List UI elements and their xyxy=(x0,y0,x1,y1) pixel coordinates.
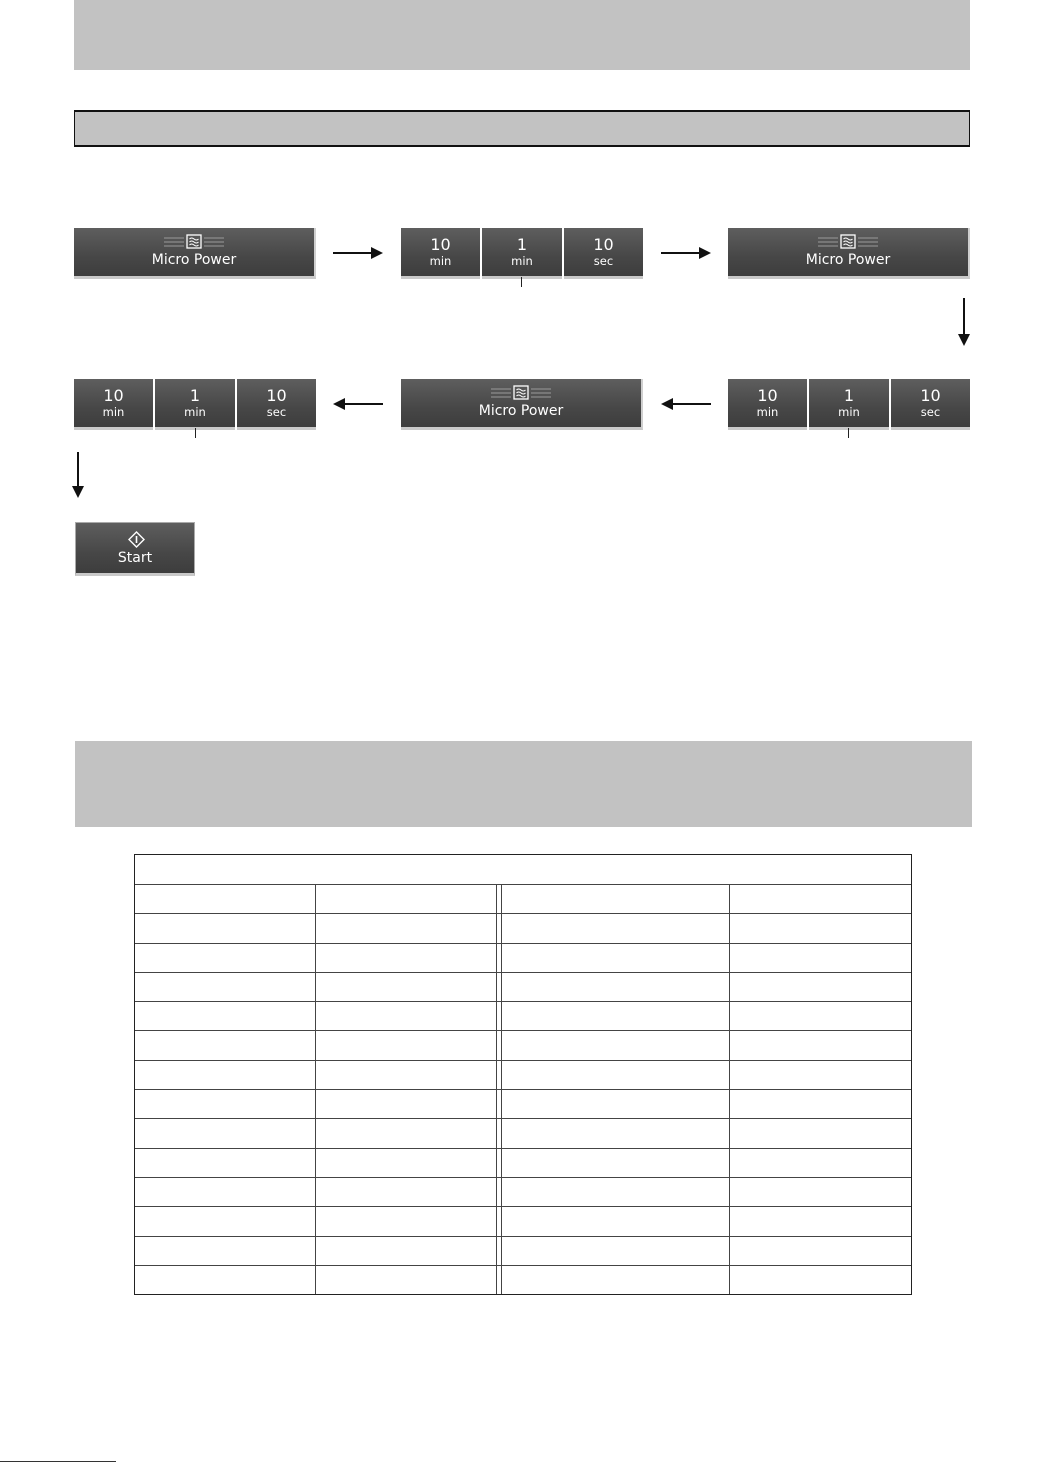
arrow-icon xyxy=(661,397,711,411)
table-row-line xyxy=(135,1177,911,1178)
table-row-line xyxy=(135,1001,911,1002)
time-buttons-2 xyxy=(728,379,970,430)
table-row-line xyxy=(135,1265,911,1266)
one-min-button[interactable] xyxy=(155,379,235,430)
table-row-line xyxy=(135,1060,911,1061)
ten-min-button[interactable] xyxy=(401,228,480,279)
start-label: Start xyxy=(117,550,153,566)
micro-power-button-2[interactable] xyxy=(728,228,970,279)
arrow-icon xyxy=(333,397,383,411)
arrow-icon xyxy=(957,298,971,348)
table-row-line xyxy=(135,1236,911,1237)
time-buttons-1 xyxy=(401,228,643,279)
table-row-line xyxy=(135,1030,911,1031)
ten-sec-unit: sec xyxy=(266,405,287,419)
arrow-icon xyxy=(661,246,711,260)
ten-sec-button[interactable] xyxy=(891,379,970,430)
table-row-line xyxy=(135,943,911,944)
ten-sec-button[interactable] xyxy=(237,379,316,430)
table-row-line xyxy=(135,972,911,973)
one-min-number: 1 xyxy=(843,386,855,405)
micro-power-label: Micro Power xyxy=(478,403,564,419)
table-row-line xyxy=(135,884,911,885)
table-row-line xyxy=(135,1206,911,1207)
pointer-line xyxy=(848,428,849,438)
ten-min-button[interactable] xyxy=(728,379,807,430)
ten-min-number: 10 xyxy=(757,386,778,405)
one-min-button[interactable] xyxy=(809,379,889,430)
header-band xyxy=(74,0,970,70)
ten-sec-unit: sec xyxy=(593,254,614,268)
time-buttons-3 xyxy=(74,379,316,430)
table-col-line xyxy=(729,884,730,1294)
ten-sec-button[interactable] xyxy=(564,228,643,279)
arrow-icon xyxy=(333,246,383,260)
one-min-unit: min xyxy=(838,405,860,419)
table-col-line xyxy=(496,884,497,1294)
one-min-number: 1 xyxy=(516,235,528,254)
section-title-bar xyxy=(74,110,970,147)
ten-sec-unit: sec xyxy=(920,405,941,419)
pointer-line xyxy=(195,428,196,438)
section-band xyxy=(75,741,972,827)
microwave-wave-icon xyxy=(491,385,551,403)
micro-power-label: Micro Power xyxy=(151,252,237,268)
table-row-line xyxy=(135,1118,911,1119)
table-col-line xyxy=(315,884,316,1294)
micro-power-button-3[interactable] xyxy=(401,379,643,430)
one-min-number: 1 xyxy=(189,386,201,405)
microwave-wave-icon xyxy=(818,234,878,252)
ten-sec-number: 10 xyxy=(266,386,287,405)
table-row-line xyxy=(135,913,911,914)
start-diamond-icon xyxy=(128,531,145,548)
ten-min-unit: min xyxy=(429,254,452,268)
ten-sec-number: 10 xyxy=(593,235,614,254)
pointer-line xyxy=(521,277,522,287)
data-table xyxy=(134,854,912,1295)
one-min-unit: min xyxy=(184,405,206,419)
table-row-line xyxy=(135,1148,911,1149)
arrow-icon xyxy=(71,452,85,500)
start-button[interactable] xyxy=(75,522,195,576)
ten-min-unit: min xyxy=(756,405,779,419)
ten-sec-number: 10 xyxy=(920,386,941,405)
table-row-line xyxy=(135,1089,911,1090)
micro-power-button-1[interactable] xyxy=(74,228,316,279)
one-min-unit: min xyxy=(511,254,533,268)
ten-min-number: 10 xyxy=(103,386,124,405)
footer-rule xyxy=(0,1461,116,1462)
microwave-wave-icon xyxy=(164,234,224,252)
ten-min-button[interactable] xyxy=(74,379,153,430)
ten-min-number: 10 xyxy=(430,235,451,254)
table-col-line xyxy=(501,884,502,1294)
micro-power-label: Micro Power xyxy=(805,252,891,268)
ten-min-unit: min xyxy=(102,405,125,419)
one-min-button[interactable] xyxy=(482,228,562,279)
